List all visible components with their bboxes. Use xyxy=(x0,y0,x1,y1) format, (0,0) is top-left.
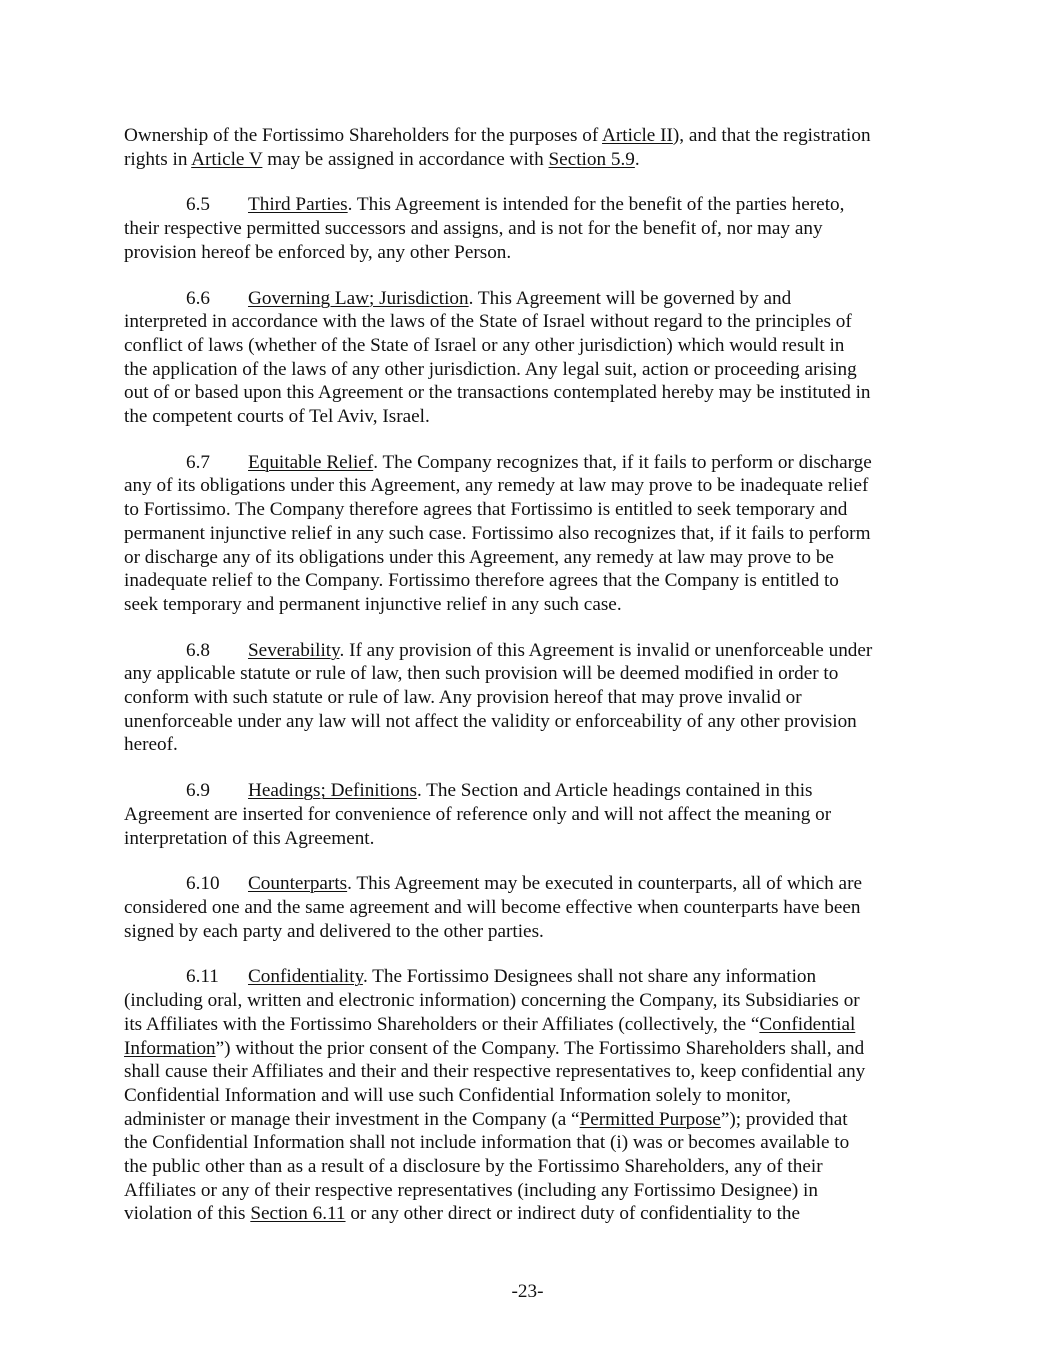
section-first-line xyxy=(124,193,934,217)
text: . The Company recognizes that, if it fails to perform or discharge xyxy=(373,451,872,473)
section-heading: Equitable Relief xyxy=(248,451,374,473)
text: its Affiliates with the Fortissimo Shareholders or their Affiliates (collectively, the “ xyxy=(124,1013,760,1035)
section-heading: Severability xyxy=(248,639,340,661)
text-line xyxy=(124,1013,934,1037)
section-6-9 xyxy=(124,779,934,850)
text-line xyxy=(124,1108,934,1132)
text-line: inadequate relief to the Company. Fortissimo therefore agrees that the Company is entitled to xyxy=(124,570,839,592)
defined-term-confidential-information: Confidential xyxy=(759,1013,856,1035)
text: . This Agreement may be executed in counterparts, all of which are xyxy=(347,873,862,895)
text-line: interpreted in accordance with the laws of the State of Israel without regard to the principles of xyxy=(124,311,852,333)
text: violation of this xyxy=(124,1203,251,1225)
section-number: 6.10 xyxy=(186,873,220,895)
text-line: Agreement are inserted for convenience of reference only and will not affect the meaning or xyxy=(124,803,832,825)
section-first-line xyxy=(124,779,934,803)
text-line: permanent injunctive relief in any such case. Fortissimo also recognizes that, if it fails to perform xyxy=(124,522,871,544)
text-line xyxy=(124,148,934,172)
text-line xyxy=(124,1202,934,1226)
text-line: unenforceable under any law will not affect the validity or enforceability of any other provision xyxy=(124,710,857,732)
section-number: 6.6 xyxy=(186,287,210,309)
text: or any other direct or indirect duty of confidentiality to the xyxy=(345,1203,801,1225)
text: ), and that the registration xyxy=(672,125,871,146)
section-heading: Governing Law; Jurisdiction xyxy=(248,287,469,309)
text-line: signed by each party and delivered to the other parties. xyxy=(124,920,544,942)
section-heading: Confidentiality xyxy=(248,966,363,988)
defined-term-permitted-purpose: Permitted Purpose xyxy=(579,1108,721,1130)
text-line xyxy=(124,124,934,148)
article-v-reference: Article V xyxy=(191,148,263,170)
text-line: provision hereof be enforced by, any other Person. xyxy=(124,241,512,263)
text: . This Agreement will be governed by and xyxy=(468,287,792,309)
text-line: considered one and the same agreement and will become effective when counterparts have been xyxy=(124,896,861,918)
text-line: out of or based upon this Agreement or the transactions contemplated hereby may be instituted in xyxy=(124,382,871,404)
text-line: Affiliates or any of their respective representatives (including any Fortissimo Designee) in xyxy=(124,1179,818,1201)
text: . xyxy=(634,148,640,170)
section-number: 6.9 xyxy=(186,780,210,802)
text-line: their respective permitted successors and assigns, and is not for the benefit of, nor may any xyxy=(124,218,823,240)
text-line: or discharge any of its obligations under this Agreement, any remedy at law may prove to be xyxy=(124,546,834,568)
section-heading: Counterparts xyxy=(248,873,348,895)
page-number: -23- xyxy=(511,1281,544,1302)
text-line: the public other than as a result of a disclosure by the Fortissimo Shareholders, any of their xyxy=(124,1156,823,1178)
text: may be assigned in accordance with xyxy=(262,148,549,170)
section-heading: Third Parties xyxy=(248,194,348,216)
text-line: conflict of laws (whether of the State of Israel or any other jurisdiction) which would result in xyxy=(124,334,845,356)
text-line: any applicable statute or rule of law, then such provision will be deemed modified in order to xyxy=(124,663,839,685)
section-number: 6.8 xyxy=(186,639,210,661)
text: Ownership of the Fortissimo Shareholders for the purposes of xyxy=(124,125,603,146)
text: ”); provided that xyxy=(720,1108,848,1130)
text: . The Fortissimo Designees shall not share any information xyxy=(362,966,817,988)
section-number: 6.5 xyxy=(186,194,210,216)
section-6-11-reference: Section 6.11 xyxy=(250,1203,346,1225)
text-line: hereof. xyxy=(124,734,178,756)
text: . If any provision of this Agreement is invalid or unenforceable under xyxy=(339,639,873,661)
section-5-9-reference: Section 5.9 xyxy=(548,148,635,170)
section-6-6 xyxy=(124,287,934,429)
section-first-line xyxy=(124,287,934,311)
section-first-line xyxy=(124,639,934,663)
text-line: the Confidential Information shall not include information that (i) was or becomes available to xyxy=(124,1132,850,1154)
document-page xyxy=(124,124,934,1248)
continuation-paragraph xyxy=(124,124,934,171)
text-line: shall cause their Affiliates and their and their respective representatives to, keep confidential any xyxy=(124,1061,866,1083)
text-line: (including oral, written and electronic information) concerning the Company, its Subsidiaries or xyxy=(124,990,860,1012)
section-6-11 xyxy=(124,965,934,1226)
section-first-line xyxy=(124,872,934,896)
section-6-7 xyxy=(124,451,934,617)
text-line: the competent courts of Tel Aviv, Israel. xyxy=(124,406,430,428)
section-first-line xyxy=(124,451,934,475)
text-line: seek temporary and permanent injunctive relief in any such case. xyxy=(124,593,622,615)
article-ii-reference: Article II xyxy=(602,125,673,146)
section-number: 6.7 xyxy=(186,451,210,473)
text-line xyxy=(124,1037,934,1061)
section-heading: Headings; Definitions xyxy=(248,780,417,802)
text: . The Section and Article headings contained in this xyxy=(416,780,813,802)
section-6-5 xyxy=(124,193,934,264)
defined-term-confidential-information: Information xyxy=(124,1037,216,1059)
text: administer or manage their investment in the Company (a “ xyxy=(124,1108,580,1130)
text: . This Agreement is intended for the benefit of the parties hereto, xyxy=(347,194,845,216)
text: rights in xyxy=(124,148,192,170)
section-number: 6.11 xyxy=(186,966,219,988)
text-line: conform with such statute or rule of law. Any provision hereof that may prove invalid or xyxy=(124,687,802,709)
text-line: the application of the laws of any other jurisdiction. Any legal suit, action or proceeding arising xyxy=(124,358,857,380)
text-line: to Fortissimo. The Company therefore agrees that Fortissimo is entitled to seek temporary and xyxy=(124,499,848,521)
section-6-10 xyxy=(124,872,934,943)
section-6-8 xyxy=(124,639,934,758)
text-line: interpretation of this Agreement. xyxy=(124,827,375,849)
text: ”) without the prior consent of the Company. The Fortissimo Shareholders shall, and xyxy=(215,1037,865,1059)
section-first-line xyxy=(124,965,934,989)
text-line: Confidential Information and will use such Confidential Information solely to monitor, xyxy=(124,1084,791,1106)
text-line: any of its obligations under this Agreement, any remedy at law may prove to be inadequate relief xyxy=(124,475,869,497)
